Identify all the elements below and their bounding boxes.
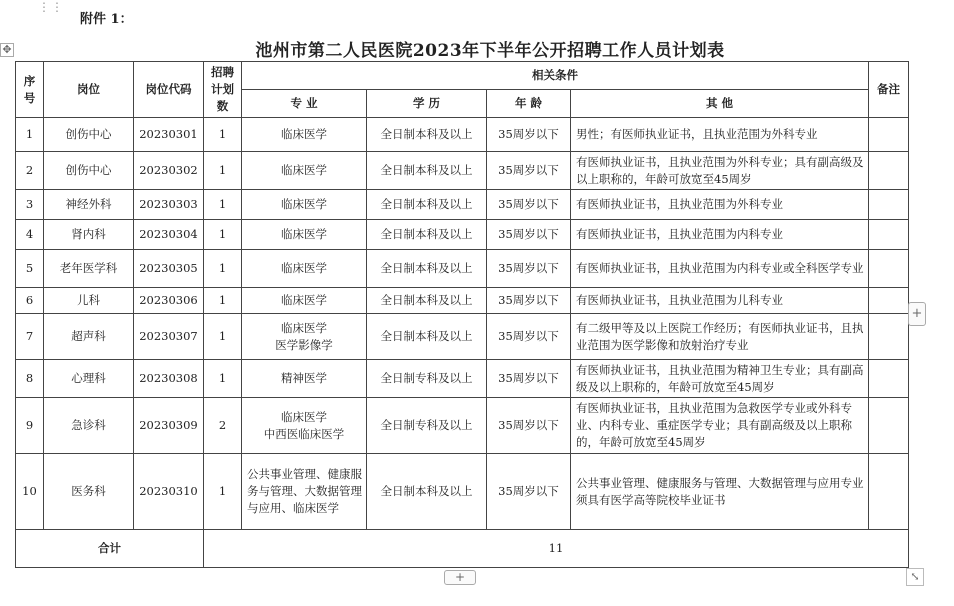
table-row	[16, 360, 909, 398]
cell-count: 1	[204, 118, 242, 152]
cell-remark	[869, 398, 909, 454]
cell-seq: 9	[16, 398, 44, 454]
total-label: 合计	[16, 530, 204, 568]
table-row	[16, 118, 909, 152]
cell-remark	[869, 190, 909, 220]
cell-position: 肾内科	[44, 220, 134, 250]
cell-count: 1	[204, 288, 242, 314]
cell-other: 有医师执业证书，且执业范围为外科专业；具有副高级及以上职称的，年龄可放宽至45周岁	[571, 152, 869, 190]
cell-major: 临床医学	[242, 152, 367, 190]
cell-age: 35周岁以下	[487, 118, 571, 152]
cell-code: 20230304	[134, 220, 204, 250]
header-age: 年 龄	[487, 90, 571, 118]
add-column-icon[interactable]: +	[908, 302, 926, 326]
cell-count: 1	[204, 314, 242, 360]
cell-count: 1	[204, 152, 242, 190]
header-position: 岗位	[44, 62, 134, 118]
cell-position: 医务科	[44, 454, 134, 530]
table-row	[16, 454, 909, 530]
cell-age: 35周岁以下	[487, 288, 571, 314]
cell-remark	[869, 220, 909, 250]
total-value: 11	[204, 530, 909, 568]
cell-seq: 6	[16, 288, 44, 314]
page-title: 池州市第二人民医院2023年下半年公开招聘工作人员计划表	[255, 41, 725, 61]
cell-major: 精神医学	[242, 360, 367, 398]
table-row	[16, 220, 909, 250]
cell-seq: 4	[16, 220, 44, 250]
table-row	[16, 250, 909, 288]
cell-count: 1	[204, 360, 242, 398]
cell-other: 有医师执业证书，且执业范围为内科专业或全科医学专业	[571, 250, 869, 288]
cell-position: 超声科	[44, 314, 134, 360]
cell-education: 全日制本科及以上	[367, 190, 487, 220]
cell-age: 35周岁以下	[487, 314, 571, 360]
header-major: 专 业	[242, 90, 367, 118]
table-row	[16, 398, 909, 454]
cell-remark	[869, 360, 909, 398]
cell-code: 20230306	[134, 288, 204, 314]
total-row	[16, 530, 909, 568]
cell-seq: 1	[16, 118, 44, 152]
cell-code: 20230307	[134, 314, 204, 360]
cell-position: 神经外科	[44, 190, 134, 220]
table-row	[16, 314, 909, 360]
cell-education: 全日制本科及以上	[367, 454, 487, 530]
cell-remark	[869, 454, 909, 530]
cell-remark	[869, 250, 909, 288]
table-row	[16, 152, 909, 190]
cell-age: 35周岁以下	[487, 152, 571, 190]
cell-age: 35周岁以下	[487, 360, 571, 398]
cell-major: 临床医学	[242, 118, 367, 152]
cell-other: 有医师执业证书，且执业范围为急救医学专业或外科专业、内科专业、重症医学专业；具有副高级及以上职称的，年龄可放宽至45周岁	[571, 398, 869, 454]
cell-age: 35周岁以下	[487, 190, 571, 220]
cell-education: 全日制本科及以上	[367, 314, 487, 360]
cell-remark	[869, 288, 909, 314]
cell-code: 20230309	[134, 398, 204, 454]
cell-education: 全日制本科及以上	[367, 288, 487, 314]
cell-education: 全日制本科及以上	[367, 250, 487, 288]
cell-major: 临床医学	[242, 250, 367, 288]
cell-education: 全日制专科及以上	[367, 398, 487, 454]
cell-remark	[869, 152, 909, 190]
cell-code: 20230301	[134, 118, 204, 152]
cell-age: 35周岁以下	[487, 220, 571, 250]
cell-count: 1	[204, 220, 242, 250]
cell-remark	[869, 314, 909, 360]
header-conditions: 相关条件	[242, 62, 869, 90]
cell-code: 20230305	[134, 250, 204, 288]
cell-other: 有医师执业证书，且执业范围为外科专业	[571, 190, 869, 220]
cell-other: 有医师执业证书，且执业范围为儿科专业	[571, 288, 869, 314]
cell-seq: 3	[16, 190, 44, 220]
header-remark: 备注	[869, 62, 909, 118]
cell-count: 1	[204, 190, 242, 220]
cell-other: 男性；有医师执业证书，且执业范围为外科专业	[571, 118, 869, 152]
cell-position: 创伤中心	[44, 118, 134, 152]
cell-other: 公共事业管理、健康服务与管理、大数据管理与应用专业须具有医学高等院校毕业证书	[571, 454, 869, 530]
cell-position: 儿科	[44, 288, 134, 314]
table-move-icon[interactable]: ✥	[0, 43, 14, 57]
cell-code: 20230303	[134, 190, 204, 220]
cell-education: 全日制本科及以上	[367, 152, 487, 190]
cell-education: 全日制本科及以上	[367, 118, 487, 152]
cell-age: 35周岁以下	[487, 398, 571, 454]
cell-position: 急诊科	[44, 398, 134, 454]
cell-count: 2	[204, 398, 242, 454]
header-education: 学 历	[367, 90, 487, 118]
cell-seq: 8	[16, 360, 44, 398]
cell-major: 临床医学	[242, 220, 367, 250]
cell-remark	[869, 118, 909, 152]
cell-code: 20230302	[134, 152, 204, 190]
cell-other: 有医师执业证书，且执业范围为内科专业	[571, 220, 869, 250]
recruitment-plan-table	[15, 61, 909, 568]
attachment-label: 附件 1：	[80, 12, 133, 27]
cell-position: 创伤中心	[44, 152, 134, 190]
drag-handle-icon[interactable]: ⋮⋮	[38, 0, 64, 14]
header-code: 岗位代码	[134, 62, 204, 118]
cell-major: 临床医学 医学影像学	[242, 314, 367, 360]
cell-major: 公共事业管理、健康服务与管理、大数据管理与应用、临床医学	[242, 454, 367, 530]
cell-seq: 7	[16, 314, 44, 360]
cell-major: 临床医学	[242, 288, 367, 314]
cell-position: 老年医学科	[44, 250, 134, 288]
cell-count: 1	[204, 250, 242, 288]
table-row	[16, 190, 909, 220]
cell-position: 心理科	[44, 360, 134, 398]
cell-age: 35周岁以下	[487, 454, 571, 530]
cell-code: 20230310	[134, 454, 204, 530]
cell-major: 临床医学	[242, 190, 367, 220]
table-row	[16, 288, 909, 314]
cell-major: 临床医学 中西医临床医学	[242, 398, 367, 454]
cell-education: 全日制本科及以上	[367, 220, 487, 250]
cell-seq: 5	[16, 250, 44, 288]
cell-code: 20230308	[134, 360, 204, 398]
header-seq: 序号	[16, 62, 44, 118]
cell-count: 1	[204, 454, 242, 530]
cell-other: 有医师执业证书，且执业范围为精神卫生专业；具有副高级及以上职称的，年龄可放宽至45周岁	[571, 360, 869, 398]
add-row-icon[interactable]: +	[444, 570, 476, 585]
header-other: 其 他	[571, 90, 869, 118]
cell-other: 有二级甲等及以上医院工作经历；有医师执业证书，且执业范围为医学影像和放射治疗专业	[571, 314, 869, 360]
cell-age: 35周岁以下	[487, 250, 571, 288]
cell-seq: 10	[16, 454, 44, 530]
cell-seq: 2	[16, 152, 44, 190]
header-count: 招聘计划数	[204, 62, 242, 118]
cell-education: 全日制专科及以上	[367, 360, 487, 398]
table-resize-icon[interactable]: ⤡	[906, 568, 924, 586]
